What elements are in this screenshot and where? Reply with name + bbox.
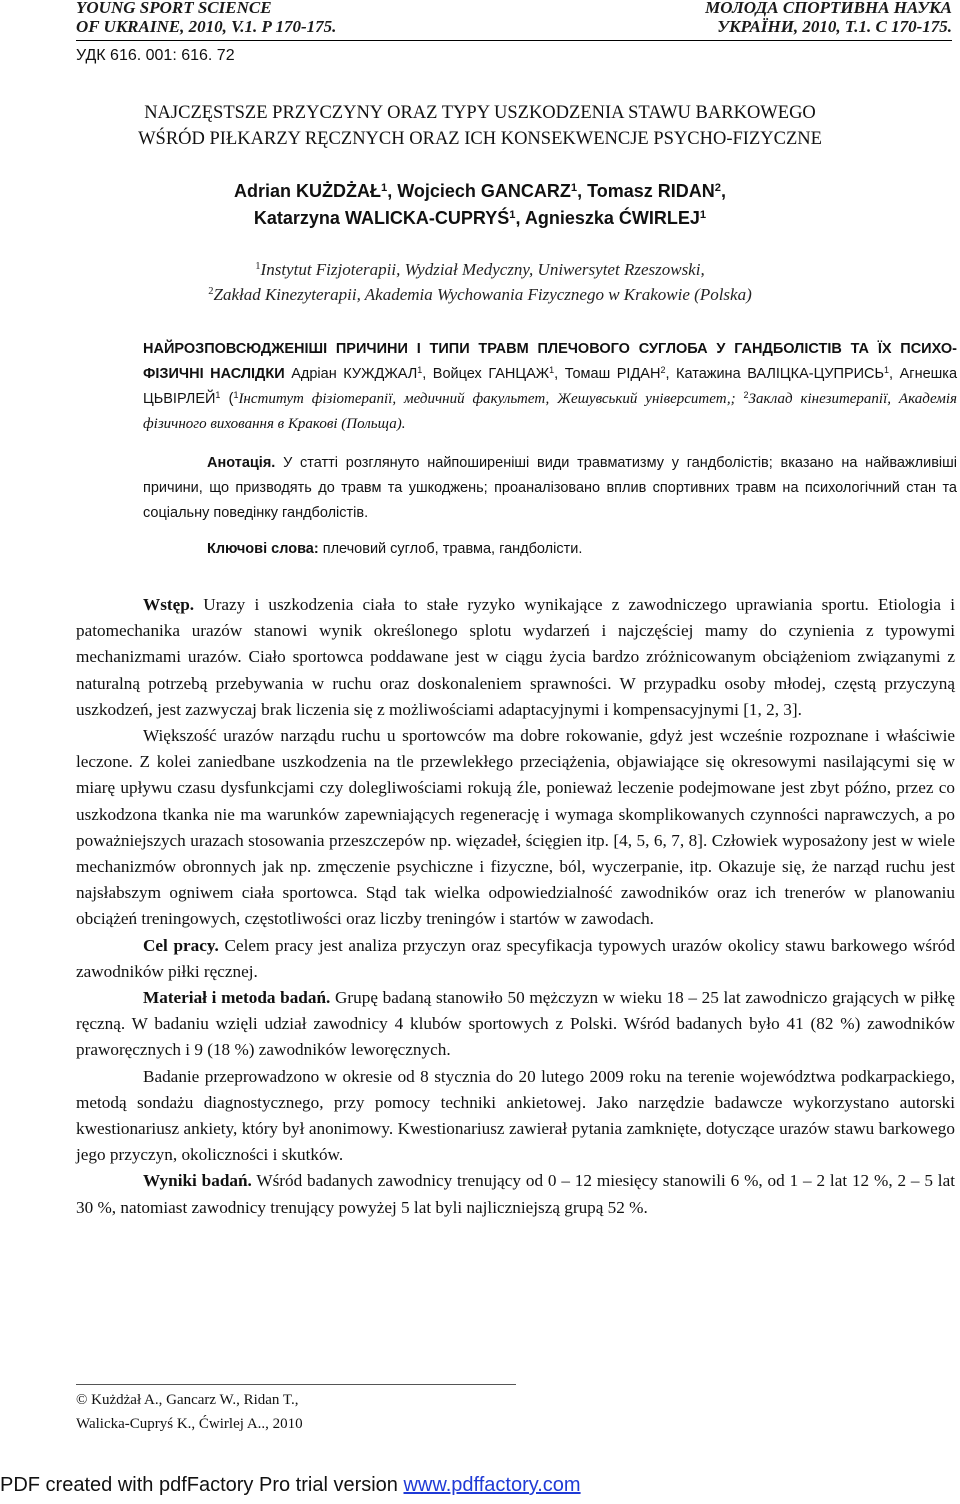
author-line-1 (0, 178, 960, 205)
author-name: , Agnieszka ĆWIRLEJ (515, 208, 700, 228)
journal-header-en (76, 0, 336, 36)
section-heading: Wyniki badań. (143, 1171, 252, 1191)
journal-name-ua: МОЛОДА СПОРТИВНА НАУКА (705, 0, 952, 17)
journal-issue-en: OF UKRAINE, 2010, V.1. P 170-175. (76, 17, 337, 36)
paper-title-line-2: WŚRÓD PIŁKARZY RĘCZNYCH ORAZ ICH KONSEKWENCJE PSYCHO-FIZYCZNE (138, 129, 822, 149)
udk-code: УДК 616. 001: 616. 72 (76, 47, 235, 64)
affiliation-mark: 2 (208, 286, 214, 298)
section-heading: Wstęp. (143, 595, 195, 614)
paper-title (0, 100, 960, 152)
ukrainian-author: , Агнешка ЦЬВІРЛЕЙ (143, 366, 958, 407)
paragraph-text: Celem pracy jest analiza przyczyn oraz specyfikacja typowych urazów okolicy stawu barkowego wśród zawodników piłki ręcznej. (76, 935, 955, 981)
ukrainian-author: , Войцех ГАНЦАЖ (422, 366, 550, 382)
affiliation-1 (0, 257, 960, 282)
author-name: Adrian KUŻDŻAŁ (233, 181, 381, 201)
journal-issue-ua: УКРАЇНИ, 2010, Т.1. С 170-175. (717, 17, 952, 36)
keywords-text: плечовий суглоб, травма, гандболісти. (318, 541, 583, 557)
section-heading: Materiał i metoda badań. (143, 988, 331, 1008)
copyright-line-2: Walicka-Cupryś K., Ćwirlej A.., 2010 (76, 1416, 303, 1432)
paragraph-text: Grupę badaną stanowiło 50 mężczyzn w wieku 18 – 25 lat zawodniczo grających w piłkę ręczną. W badaniu wzięli udział zawodnicy 4 klubów sportowych z Polski. Wśród badanych było 41 (82 %) zawodników praworęcznych i 9 (18 %) zawodników leworęcznych. (76, 988, 956, 1060)
pdf-watermark (0, 1474, 581, 1497)
author-line-2 (0, 205, 960, 232)
paragraph-text: Większość urazów narządu ruchu u sportowców ma dobre rokowanie, gdyż jest wcześnie rozpoznane i właściwie leczone. Z kolei zaniedbane uszkodzenia na tle przewlekłego przeciążenia, objawiające się okresowymi nasilającymi się w miarę upływu czasu dysfunkcjami czy dolegliwościami rokują źle, ponieważ leczenie podejmowane jest zbyt późno, przez co uszkodzona tkanka nie ma warunków zapewniających regenerację i wymaga skomplikowanych czynności naprawczych, a po poważniejszych urazach stosowania przeszczepów np. więzadeł, ścięgien itp. [4, 5, 6, 7, 8]. Człowiek wyposażony jest w wiele mechanizmów obronnych jak np. zmęczenie psychiczne i fizyczne, ból, wyczerpanie, itp. Okazuje się, że narząd ruchu jest najsłabszym ogniwem ciała sportowca. Stąd tak wielka odpowiedzialność zawodników oraz ich trenerów w planowaniu obciążeń treningowych, częstotliwości oraz liczby treningów i startów w zawodach. (76, 726, 955, 929)
journal-header-ua (705, 0, 952, 36)
author-list (0, 178, 960, 232)
author-affiliation-mark: 1 (509, 208, 516, 221)
ukrainian-author-mark: 1 (549, 365, 555, 376)
abstract-label (207, 455, 275, 471)
ukrainian-author: , Томаш РІДАН (554, 366, 661, 382)
abstract-text: У статті розглянуто найпоширеніші види травматизму у гандболістів; вказано на найважливіші причини, що призводять до травм та ушкоджень; проаналізовано вплив спортивних травм на психологічний стан та соціальну поведінку гандболістів. (143, 455, 957, 521)
author-affiliation-mark: 1 (570, 181, 578, 194)
paragraph-text: Urazy i uszkodzenia ciała to stałe ryzyko wynikające z zawodniczego uprawiania sportu. Etiologia i patomechanika urazów stanowi wynik określonego splotu wydarzeń i najczęściej mamy do czynienia z typowymi mechanizmami urazów. Ciało sportowca poddawane jest w ciągu życia bardzo zróżnicowanym obciążeniom związanymi z naturalną potrzebą przebywania w ruchu oraz doskonaleniem sprawności. W przypadku osoby młodej, częstą przyczyną uszkodzeń, jest zazwyczaj brak liczenia się z możliwościami adaptacyjnymi i kompensacyjnymi [1, 2, 3]. (76, 595, 955, 719)
copyright-line-1: © Kużdżał A., Gancarz W., Ridan T., (76, 1392, 299, 1408)
ukrainian-author: Адріан КУЖДЖАЛ (284, 366, 418, 382)
author-name: , Tomasz RIDAN (577, 181, 715, 201)
paragraph (76, 1064, 955, 1169)
section-heading: Cel pracy. (143, 935, 219, 955)
abstract-label-text: Анотація. (207, 455, 276, 471)
keywords (207, 541, 582, 557)
ukrainian-affiliation: Заклад кінезитерапії, Академія фізичного виховання в Кракові (Польща). (143, 391, 957, 432)
section-methods (76, 985, 955, 1064)
author-name: Katarzyna WALICKA-CUPRYŚ (253, 208, 510, 228)
section-introduction (76, 592, 955, 723)
section-aim (76, 933, 955, 985)
ukrainian-author-mark: 1 (215, 390, 221, 401)
affiliations (0, 257, 960, 307)
paragraph (76, 723, 955, 933)
ukrainian-author-mark: 1 (884, 365, 890, 376)
footnote-rule (76, 1384, 516, 1385)
paper-title-line-1: NAJCZĘSTSZE PRZYCZYNY ORAZ TYPY USZKODZENIA STAWU BARKOWEGO (144, 103, 816, 123)
ukrainian-bracket: ( (220, 391, 234, 407)
ukrainian-affiliation-mark: 2 (743, 390, 749, 401)
paragraph-text: Badanie przeprowadzono w okresie od 8 stycznia do 20 lutego 2009 roku na terenie województwa podkarpackiego, metodą sondażu diagnostycznego, przy pomocy techniki ankietowej. Jako narzędzie badawcze wykorzystano autorski kwestionariusz ankiety, który był anonimowy. Kwestionariusz zawierał pytania zamknięte, dotyczące urazów stawu barkowego jego przyczyn, okoliczności i skutków. (76, 1066, 955, 1165)
author-separator: , (721, 181, 727, 201)
copyright-footnote (76, 1388, 303, 1436)
header-rule (76, 40, 952, 41)
article-body (76, 592, 955, 1221)
ukrainian-title: НАЙРОЗПОВСЮДЖЕНІШІ ПРИЧИНИ І ТИПИ ТРАВМ ПЛЕЧОВОГО СУГЛОБА У ГАНДБОЛІСТІВ ТА ЇХ ПСИХО-ФІЗИЧНІ НАСЛІДКИ (143, 341, 957, 382)
author-affiliation-mark: 1 (380, 181, 388, 194)
keywords-label: Ключові слова: (207, 541, 319, 557)
affiliation-mark: 1 (255, 261, 261, 273)
ukrainian-affiliation-mark: 1 (233, 390, 239, 401)
ukrainian-author-mark: 2 (660, 365, 666, 376)
pdffactory-link[interactable]: www.pdffactory.com (403, 1474, 581, 1496)
journal-name-en: YOUNG SPORT SCIENCE (76, 0, 272, 17)
section-results (76, 1168, 955, 1220)
ukrainian-abstract (143, 451, 957, 526)
author-name: , Wojciech GANCARZ (387, 181, 571, 201)
affiliation-2 (0, 282, 960, 307)
affiliation-text: Instytut Fizjoterapii, Wydział Medyczny, Uniwersytet Rzeszowski, (260, 260, 705, 279)
ukrainian-author: , Катажина ВАЛІЦКА-ЦУПРИСЬ (665, 366, 885, 382)
pdf-watermark-text: PDF created with pdfFactory Pro trial version (0, 1474, 404, 1496)
paragraph-text: Wśród badanych zawodnicy trenujący od 0 – 12 miesięcy stanowili 6 %, od 1 – 2 lat 12 %, 2 – 5 lat 30 %, natomiast zawodnicy trenujący powyżej 5 lat byli najliczniejszą grupą 52 %. (76, 1171, 955, 1217)
ukrainian-affiliation: Інститут фізіотерапії, медичний факультет, Жешувський університет,; (238, 391, 744, 407)
author-affiliation-mark: 1 (699, 208, 707, 221)
ukrainian-abstract-header (143, 337, 957, 437)
author-affiliation-mark: 2 (714, 181, 721, 194)
affiliation-text: Zakład Kinezyterapii, Akademia Wychowania Fizycznego w Krakowie (Polska) (213, 285, 752, 304)
ukrainian-author-mark: 1 (417, 365, 423, 376)
